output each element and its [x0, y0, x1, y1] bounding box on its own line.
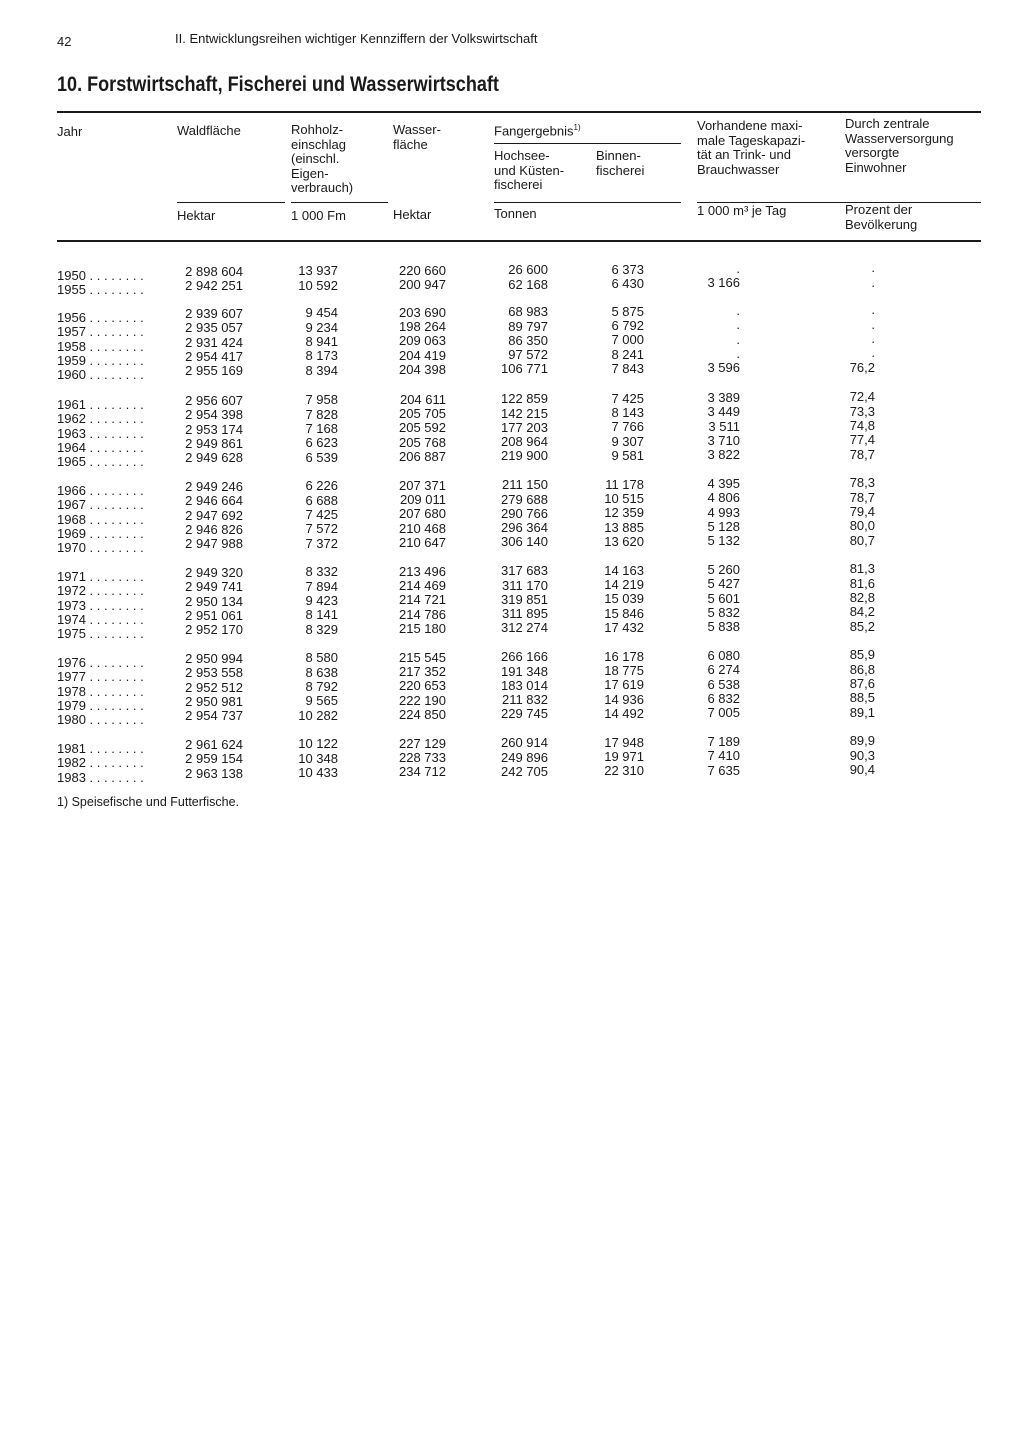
- wald-cell: 2 963 138: [185, 765, 243, 781]
- kap-cell: 7 189: [707, 734, 740, 749]
- kap-cell: 5 260: [707, 562, 740, 577]
- wald-cell: 2 954 398: [185, 407, 243, 423]
- vers-cell: 88,5: [849, 690, 875, 706]
- wald-cell: 2 947 692: [185, 507, 243, 523]
- year-cell: 1970 . . . . . . . .: [57, 540, 144, 556]
- hoch-cell: 290 766: [501, 505, 548, 521]
- vers-cell: 78,7: [849, 446, 875, 462]
- binnen-cell: 16 178: [604, 648, 644, 664]
- binnen-cell: 7 843: [611, 360, 644, 376]
- hoch-cell: 279 688: [501, 491, 548, 507]
- kap-cell: 4 806: [707, 490, 740, 506]
- wasser-cell: 215 180: [399, 621, 446, 636]
- vers-cell: 81,3: [849, 561, 875, 577]
- unit-fm: 1 000 Fm: [291, 208, 346, 223]
- wald-cell: 2 946 664: [185, 493, 243, 509]
- wald-cell: 2 961 624: [185, 737, 243, 752]
- roh-cell: 13 937: [298, 263, 338, 279]
- wald-cell: 2 954 737: [185, 708, 243, 724]
- binnen-cell: 10 515: [604, 490, 644, 506]
- year-cell: 1965 . . . . . . . .: [57, 454, 144, 470]
- roh-cell: 6 226: [305, 478, 338, 494]
- vers-cell: 86,8: [849, 661, 875, 677]
- binnen-cell: 7 766: [611, 419, 644, 435]
- hoch-cell: 296 364: [501, 520, 548, 536]
- roh-cell: 9 234: [305, 319, 338, 335]
- roh-cell: 8 792: [305, 679, 338, 694]
- wasser-cell: 205 592: [399, 420, 446, 436]
- unit-tonnen: Tonnen: [494, 206, 537, 221]
- roh-cell: 7 828: [305, 406, 338, 422]
- wald-cell: 2 898 604: [185, 264, 243, 279]
- binnen-cell: 15 846: [604, 605, 644, 621]
- kap-cell: .: [736, 303, 740, 318]
- vers-cell: .: [871, 302, 875, 318]
- wald-cell: 2 952 512: [185, 679, 243, 695]
- kap-cell: 3 511: [708, 418, 740, 434]
- wald-cell: 2 946 826: [185, 521, 243, 537]
- year-cell: 1956 . . . . . . . .: [57, 310, 144, 325]
- wald-cell: 2 949 741: [185, 579, 243, 595]
- kap-cell: 7 635: [707, 762, 740, 778]
- wasser-cell: 204 419: [399, 347, 446, 363]
- roh-cell: 9 565: [305, 693, 338, 709]
- roh-cell: 8 580: [305, 650, 338, 666]
- vers-cell: 79,4: [849, 504, 875, 519]
- vers-cell: 72,4: [849, 389, 875, 405]
- kap-cell: 4 395: [707, 476, 740, 491]
- year-cell: 1976 . . . . . . . .: [57, 655, 144, 670]
- unit-rule-1: [177, 202, 285, 203]
- year-cell: 1962 . . . . . . . .: [57, 411, 144, 427]
- vers-cell: 85,2: [849, 618, 875, 634]
- wald-cell: 2 942 251: [185, 278, 243, 294]
- wald-cell: 2 949 628: [185, 450, 243, 466]
- unit-hektar-wasser: Hektar: [393, 207, 432, 222]
- hoch-cell: 211 150: [501, 477, 548, 493]
- binnen-cell: 19 971: [604, 748, 644, 764]
- vers-cell: 80,0: [849, 518, 875, 534]
- binnen-cell: 15 039: [604, 591, 644, 607]
- wasser-cell: 210 468: [399, 520, 446, 536]
- hoch-cell: 183 014: [501, 677, 548, 693]
- roh-cell: 10 348: [298, 750, 338, 766]
- binnen-cell: 7 000: [611, 332, 644, 348]
- wasser-cell: 220 660: [399, 262, 446, 278]
- wasser-cell: 220 653: [399, 678, 446, 694]
- roh-cell: 8 332: [305, 564, 338, 580]
- binnen-cell: 14 219: [604, 576, 644, 592]
- hoch-cell: 62 168: [508, 276, 548, 292]
- header-hochsee: Hochsee- und Küsten- fischerei: [494, 148, 565, 192]
- year-cell: 1960 . . . . . . . .: [57, 367, 144, 383]
- wald-cell: 2 935 057: [185, 320, 243, 336]
- unit-rule-2: [291, 202, 388, 203]
- kap-cell: 5 427: [707, 576, 740, 592]
- year-cell: 1964 . . . . . . . .: [57, 439, 144, 455]
- wasser-cell: 224 850: [399, 707, 446, 722]
- hoch-cell: 319 851: [501, 591, 548, 607]
- kap-cell: 6 832: [707, 690, 740, 706]
- kap-cell: 5 838: [707, 619, 740, 635]
- hoch-cell: 177 203: [501, 419, 548, 435]
- wasser-cell: 206 887: [399, 449, 446, 464]
- wald-cell: 2 953 174: [185, 421, 243, 437]
- vers-cell: 77,4: [849, 432, 875, 448]
- wald-cell: 2 939 607: [185, 306, 243, 321]
- wald-cell: 2 955 169: [185, 363, 243, 379]
- year-cell: 1983 . . . . . . . .: [57, 769, 144, 785]
- wald-cell: 2 931 424: [185, 334, 243, 350]
- wald-cell: 2 954 417: [185, 348, 243, 364]
- year-cell: 1955 . . . . . . . .: [57, 282, 144, 298]
- wald-cell: 2 953 558: [185, 665, 243, 681]
- binnen-cell: 14 163: [604, 562, 644, 578]
- year-cell: 1958 . . . . . . . .: [57, 338, 144, 354]
- wasser-cell: 207 371: [399, 477, 446, 493]
- roh-cell: 10 433: [298, 765, 338, 780]
- binnen-cell: 13 885: [604, 519, 644, 535]
- vers-cell: 78,7: [849, 489, 875, 505]
- unit-prozent: Prozent der Bevölkerung: [845, 202, 918, 232]
- kap-cell: 5 832: [707, 604, 740, 620]
- wald-cell: 2 947 988: [185, 536, 243, 552]
- binnen-cell: 11 178: [605, 476, 644, 492]
- hoch-cell: 68 983: [508, 304, 548, 320]
- wald-cell: 2 949 320: [185, 565, 243, 580]
- year-cell: 1967 . . . . . . . .: [57, 497, 144, 513]
- vers-cell: .: [871, 274, 875, 290]
- binnen-cell: 7 425: [611, 390, 644, 406]
- hoch-cell: 260 914: [501, 735, 548, 751]
- wald-cell: 2 950 981: [185, 693, 243, 709]
- wald-cell: 2 952 170: [185, 622, 243, 638]
- hoch-cell: 86 350: [508, 332, 548, 348]
- unit-rule-3: [494, 202, 681, 203]
- binnen-cell: 14 936: [604, 691, 644, 707]
- kap-cell: .: [736, 317, 740, 333]
- roh-cell: 8 941: [305, 334, 338, 349]
- vers-cell: 73,3: [849, 403, 875, 419]
- unit-hektar: Hektar: [177, 208, 216, 223]
- binnen-cell: 5 875: [611, 303, 644, 319]
- wald-cell: 2 951 061: [185, 607, 243, 623]
- roh-cell: 8 329: [305, 621, 338, 637]
- vers-cell: 89,9: [849, 733, 875, 749]
- wasser-cell: 234 712: [399, 764, 446, 780]
- year-cell: 1969 . . . . . . . .: [57, 525, 144, 541]
- binnen-cell: 17 948: [604, 734, 644, 750]
- hoch-cell: 191 348: [501, 663, 548, 679]
- wasser-cell: 214 721: [399, 592, 446, 608]
- roh-cell: 10 592: [298, 277, 338, 293]
- roh-cell: 9 423: [305, 593, 338, 608]
- roh-cell: 6 539: [305, 449, 338, 465]
- wald-cell: 2 949 246: [185, 479, 243, 494]
- top-rule: [57, 111, 981, 113]
- wald-cell: 2 959 154: [185, 751, 243, 767]
- year-cell: 1979 . . . . . . . .: [57, 697, 144, 713]
- vers-cell: 87,6: [849, 676, 875, 691]
- kap-cell: 7 005: [707, 705, 740, 721]
- wasser-cell: 209 011: [399, 492, 446, 508]
- roh-cell: 7 958: [305, 392, 338, 408]
- vers-cell: 81,6: [849, 575, 875, 591]
- year-cell: 1957 . . . . . . . .: [57, 324, 144, 340]
- hoch-cell: 311 895: [501, 606, 548, 622]
- wasser-cell: 209 063: [399, 333, 446, 349]
- wasser-cell: 213 496: [399, 563, 446, 579]
- wasser-cell: 214 786: [399, 606, 446, 622]
- year-cell: 1968 . . . . . . . .: [57, 511, 144, 527]
- year-cell: 1961 . . . . . . . .: [57, 397, 144, 412]
- binnen-cell: 9 581: [611, 447, 644, 463]
- binnen-cell: 9 307: [611, 433, 644, 449]
- binnen-cell: 13 620: [604, 533, 644, 549]
- wald-cell: 2 949 861: [185, 435, 243, 451]
- year-cell: 1975 . . . . . . . .: [57, 626, 144, 642]
- wald-cell: 2 956 607: [185, 393, 243, 408]
- vers-cell: 78,3: [849, 475, 875, 491]
- year-cell: 1966 . . . . . . . .: [57, 483, 144, 498]
- wasser-cell: 205 705: [399, 406, 446, 422]
- hoch-cell: 229 745: [501, 706, 548, 722]
- hoch-cell: 242 705: [501, 763, 548, 779]
- vers-cell: 84,2: [849, 604, 875, 620]
- year-cell: 1963 . . . . . . . .: [57, 425, 144, 441]
- wald-cell: 2 950 994: [185, 651, 243, 666]
- wasser-cell: 198 264: [399, 319, 446, 335]
- wasser-cell: 204 398: [399, 362, 446, 377]
- wasser-cell: 222 190: [399, 692, 446, 708]
- year-cell: 1977 . . . . . . . .: [57, 669, 144, 685]
- binnen-cell: 17 619: [604, 677, 644, 693]
- binnen-cell: 6 430: [611, 275, 644, 291]
- binnen-cell: 12 359: [604, 505, 644, 521]
- roh-cell: 8 394: [305, 362, 338, 378]
- roh-cell: 7 425: [305, 507, 338, 522]
- kap-cell: 7 410: [707, 748, 740, 764]
- binnen-cell: 22 310: [604, 763, 644, 779]
- vers-cell: 82,8: [849, 590, 875, 605]
- kap-cell: 3 166: [707, 275, 740, 291]
- roh-cell: 10 122: [298, 736, 338, 752]
- vers-cell: .: [871, 331, 875, 346]
- roh-cell: 7 894: [305, 578, 338, 594]
- year-cell: 1974 . . . . . . . .: [57, 611, 144, 627]
- vers-cell: 74,8: [849, 418, 875, 433]
- table-title: 10. Forstwirtschaft, Fischerei und Wasserwirtschaft: [57, 73, 499, 96]
- header-fangergebnis: Fangergebnis$^{1)}$: [494, 123, 581, 139]
- kap-cell: .: [736, 331, 740, 347]
- kap-cell: 5 128: [707, 518, 740, 534]
- kap-cell: .: [736, 345, 740, 361]
- unit-kubikmeter: 1 000 m³ je Tag: [697, 203, 787, 218]
- header-waldflaeche: Waldfläche: [177, 123, 241, 138]
- vers-cell: .: [871, 316, 875, 332]
- footnote-marker: 1): [573, 123, 581, 132]
- hoch-cell: 208 964: [501, 434, 548, 450]
- hoch-cell: 317 683: [501, 563, 548, 579]
- hoch-cell: 106 771: [501, 361, 548, 377]
- year-cell: 1982 . . . . . . . .: [57, 755, 144, 771]
- wasser-cell: 203 690: [399, 304, 446, 320]
- binnen-cell: 6 792: [611, 317, 644, 333]
- wasser-cell: 200 947: [399, 277, 446, 293]
- year-cell: 1950 . . . . . . . .: [57, 268, 144, 283]
- vers-cell: 76,2: [849, 359, 875, 375]
- wald-cell: 2 950 134: [185, 593, 243, 609]
- year-cell: 1973 . . . . . . . .: [57, 597, 144, 613]
- roh-cell: 8 141: [305, 607, 338, 623]
- vers-cell: .: [871, 345, 875, 361]
- binnen-cell: 8 143: [611, 404, 644, 420]
- kap-cell: 6 080: [707, 648, 740, 663]
- year-cell: 1981 . . . . . . . .: [57, 741, 144, 756]
- vers-cell: .: [871, 260, 875, 276]
- hoch-cell: 89 797: [508, 318, 548, 334]
- year-cell: 1980 . . . . . . . .: [57, 712, 144, 728]
- kap-cell: 3 389: [707, 390, 740, 405]
- kap-cell: 5 601: [707, 590, 740, 606]
- header-kapazitaet: Vorhandene maxi- male Tageskapazi- tät an Trink- und Brauchwasser: [697, 118, 806, 177]
- running-header: II. Entwicklungsreihen wichtiger Kennziffern der Volkswirtschaft: [175, 31, 538, 46]
- header-rohholz: Rohholz- einschlag (einschl. Eigen- verbrauch): [291, 122, 354, 195]
- kap-cell: 3 449: [707, 404, 740, 420]
- wasser-cell: 217 352: [399, 664, 446, 680]
- binnen-cell: 8 241: [611, 346, 644, 362]
- hoch-cell: 26 600: [508, 262, 548, 278]
- hoch-cell: 219 900: [501, 448, 548, 464]
- hoch-cell: 142 215: [501, 405, 548, 421]
- page-number: 42: [57, 34, 72, 49]
- year-cell: 1971 . . . . . . . .: [57, 569, 144, 584]
- kap-cell: 3 710: [707, 432, 740, 448]
- roh-cell: 8 638: [305, 664, 338, 680]
- year-cell: 1959 . . . . . . . .: [57, 352, 144, 368]
- roh-cell: 7 168: [305, 421, 338, 436]
- roh-cell: 10 282: [298, 707, 338, 723]
- roh-cell: 6 623: [305, 435, 338, 451]
- roh-cell: 7 372: [305, 535, 338, 551]
- wasser-cell: 214 469: [399, 578, 446, 594]
- wasser-cell: 227 129: [399, 735, 446, 751]
- hoch-cell: 211 832: [501, 692, 548, 708]
- wasser-cell: 204 611: [399, 391, 446, 407]
- vers-cell: 80,7: [849, 532, 875, 548]
- kap-cell: 5 132: [707, 533, 740, 549]
- hoch-cell: 311 170: [501, 577, 548, 593]
- kap-cell: 6 538: [707, 676, 740, 692]
- header-bottom-rule: [57, 240, 981, 242]
- hoch-cell: 249 896: [501, 749, 548, 765]
- roh-cell: 8 173: [305, 348, 338, 364]
- roh-cell: 6 688: [305, 492, 338, 508]
- kap-cell: 3 596: [707, 360, 740, 376]
- binnen-cell: 14 492: [604, 705, 644, 721]
- hoch-cell: 312 274: [501, 620, 548, 636]
- kap-cell: 4 993: [707, 504, 740, 520]
- kap-cell: 6 274: [707, 662, 740, 678]
- footnote: 1) Speisefische und Futterfische.: [57, 795, 240, 809]
- hoch-cell: 306 140: [501, 534, 548, 550]
- hoch-cell: 122 859: [501, 391, 548, 407]
- vers-cell: 89,1: [849, 704, 875, 720]
- year-cell: 1978 . . . . . . . .: [57, 683, 144, 699]
- binnen-cell: 6 373: [611, 261, 644, 277]
- vers-cell: 90,4: [849, 762, 875, 777]
- wasser-cell: 207 680: [399, 506, 446, 522]
- header-jahr: Jahr: [57, 124, 83, 139]
- roh-cell: 7 572: [305, 521, 338, 537]
- year-cell: 1972 . . . . . . . .: [57, 583, 144, 599]
- roh-cell: 9 454: [305, 305, 338, 321]
- wasser-cell: 215 545: [399, 649, 446, 665]
- hoch-cell: 97 572: [508, 347, 548, 363]
- hoch-cell: 266 166: [501, 649, 548, 665]
- kap-cell: 3 822: [707, 447, 740, 463]
- wasser-cell: 205 768: [399, 434, 446, 450]
- header-versorgung: Durch zentrale Wasserversorgung versorgte Einwohner: [845, 116, 954, 175]
- binnen-cell: 17 432: [604, 619, 644, 635]
- header-binnen: Binnen- fischerei: [596, 148, 645, 178]
- wasser-cell: 228 733: [399, 750, 446, 766]
- vers-cell: 90,3: [849, 747, 875, 763]
- kap-cell: .: [736, 261, 740, 276]
- vers-cell: 85,9: [849, 647, 875, 663]
- fang-rule: [494, 143, 681, 144]
- binnen-cell: 18 775: [604, 662, 644, 678]
- wasser-cell: 210 647: [399, 535, 446, 550]
- header-wasserflaeche: Wasser- fläche: [393, 122, 441, 152]
